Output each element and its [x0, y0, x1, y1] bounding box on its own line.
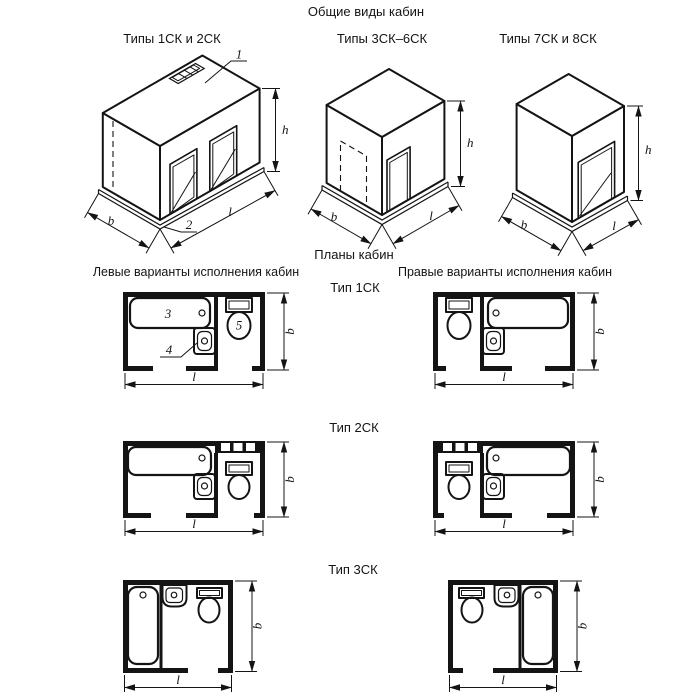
dim-h	[447, 101, 474, 187]
dim-b-label: b	[282, 328, 297, 335]
dim-l	[125, 369, 263, 389]
dim-b	[267, 442, 297, 517]
dim-l	[125, 672, 232, 692]
dim-l-label: l	[192, 516, 196, 531]
toilet-plan	[459, 588, 484, 623]
dim-h-label: h	[645, 142, 652, 157]
toilet-bowl	[229, 475, 250, 499]
plan-3sk-left	[115, 575, 265, 700]
dim-b-label: b	[592, 328, 607, 335]
general-view-types-7sk-8sk	[480, 52, 665, 257]
toilet-cistern	[226, 462, 252, 475]
callout-washbasin	[160, 342, 197, 357]
bathtub-drain	[140, 592, 146, 598]
type-label-1sk: Тип 1СК	[330, 280, 380, 295]
dim-l	[450, 672, 557, 692]
plan-1sk-left	[115, 285, 305, 393]
dim-b-label: b	[592, 476, 607, 483]
callout-washbasin-label: 4	[165, 342, 173, 357]
toilet-plan	[226, 462, 252, 499]
dim-h-label: h	[467, 135, 474, 150]
washbasin-plan	[495, 585, 519, 607]
right-variants-heading: Правые варианты исполнения кабин	[397, 265, 613, 279]
callout-2-label: 2	[185, 217, 193, 232]
callout-toilet-label: 5	[235, 317, 243, 333]
dim-b-label: b	[330, 209, 338, 224]
callout-bathtub-label: 3	[164, 306, 172, 321]
plan-1sk-right	[425, 285, 615, 393]
general-view-label-7sk-8sk: Типы 7СК и 8СК	[499, 31, 597, 46]
toilet-plan	[446, 298, 472, 339]
general-views-title: Общие виды кабин	[307, 4, 425, 19]
dim-b	[577, 442, 607, 517]
bathtub-plan	[128, 447, 211, 475]
left-variants-heading: Левые варианты исполнения кабин	[92, 265, 300, 279]
general-view-types-1sk-2sk	[55, 48, 295, 258]
dim-b-label: b	[574, 622, 590, 630]
toilet-plan	[197, 588, 222, 623]
dim-l-label: l	[176, 672, 180, 687]
plan-3sk-right	[440, 575, 590, 700]
plans-title: Планы кабин	[314, 247, 394, 262]
general-view-label-3sk-6sk: Типы 3СК–6СК	[336, 31, 428, 46]
plan-2sk-right	[425, 435, 615, 545]
dim-b	[577, 293, 607, 370]
bathtub-plan	[523, 587, 553, 664]
walls	[123, 580, 233, 673]
dim-l-label: l	[192, 369, 196, 384]
general-view-types-3sk-6sk	[288, 55, 478, 255]
dim-b	[235, 581, 265, 672]
washbasin-plan	[483, 328, 504, 354]
dim-l	[125, 516, 263, 536]
walls	[448, 580, 558, 673]
callout-1-label: 1	[235, 46, 243, 62]
washbasin-plan	[483, 474, 504, 499]
plan-2sk-left	[115, 435, 305, 545]
general-view-label-1sk-2sk: Типы 1СК и 2СК	[123, 31, 221, 46]
dim-b-label: b	[282, 476, 297, 483]
bathtub-drain	[199, 455, 205, 461]
dim-l	[435, 516, 573, 536]
dim-b-label: b	[249, 622, 265, 630]
toilet-bowl	[199, 598, 220, 623]
dim-l-label: l	[429, 208, 433, 223]
type-label-3sk: Тип 3СК	[328, 562, 378, 577]
dim-b	[267, 293, 297, 370]
dim-l-label: l	[501, 672, 505, 687]
dim-b-label: b	[520, 217, 528, 232]
mirrored-room	[433, 441, 575, 518]
toilet-cistern	[226, 298, 252, 312]
bathtub-plan	[488, 298, 568, 328]
toilet-cistern	[197, 588, 222, 598]
dim-l-label: l	[228, 204, 232, 219]
dim-l-label: l	[612, 218, 616, 233]
mirrored-room	[448, 580, 558, 673]
dim-h	[262, 89, 289, 172]
toilet-plan	[446, 462, 472, 499]
washbasin-plan	[194, 474, 215, 499]
dim-l-label: l	[502, 516, 506, 531]
washbasin-plan	[194, 328, 215, 354]
type-label-2sk: Тип 2СК	[329, 420, 379, 435]
dim-b	[560, 581, 590, 672]
dim-h-label: h	[282, 122, 289, 137]
washbasin-plan	[163, 585, 187, 607]
bathtub-plan	[128, 587, 158, 664]
mirrored-room	[433, 292, 575, 371]
dim-b-label: b	[107, 213, 115, 228]
dim-l	[435, 369, 573, 389]
dim-h	[627, 106, 652, 201]
bathtub-plan	[487, 447, 570, 475]
bathtub-drain	[199, 310, 205, 316]
dim-l-label: l	[502, 369, 506, 384]
cabin-box	[517, 74, 624, 222]
